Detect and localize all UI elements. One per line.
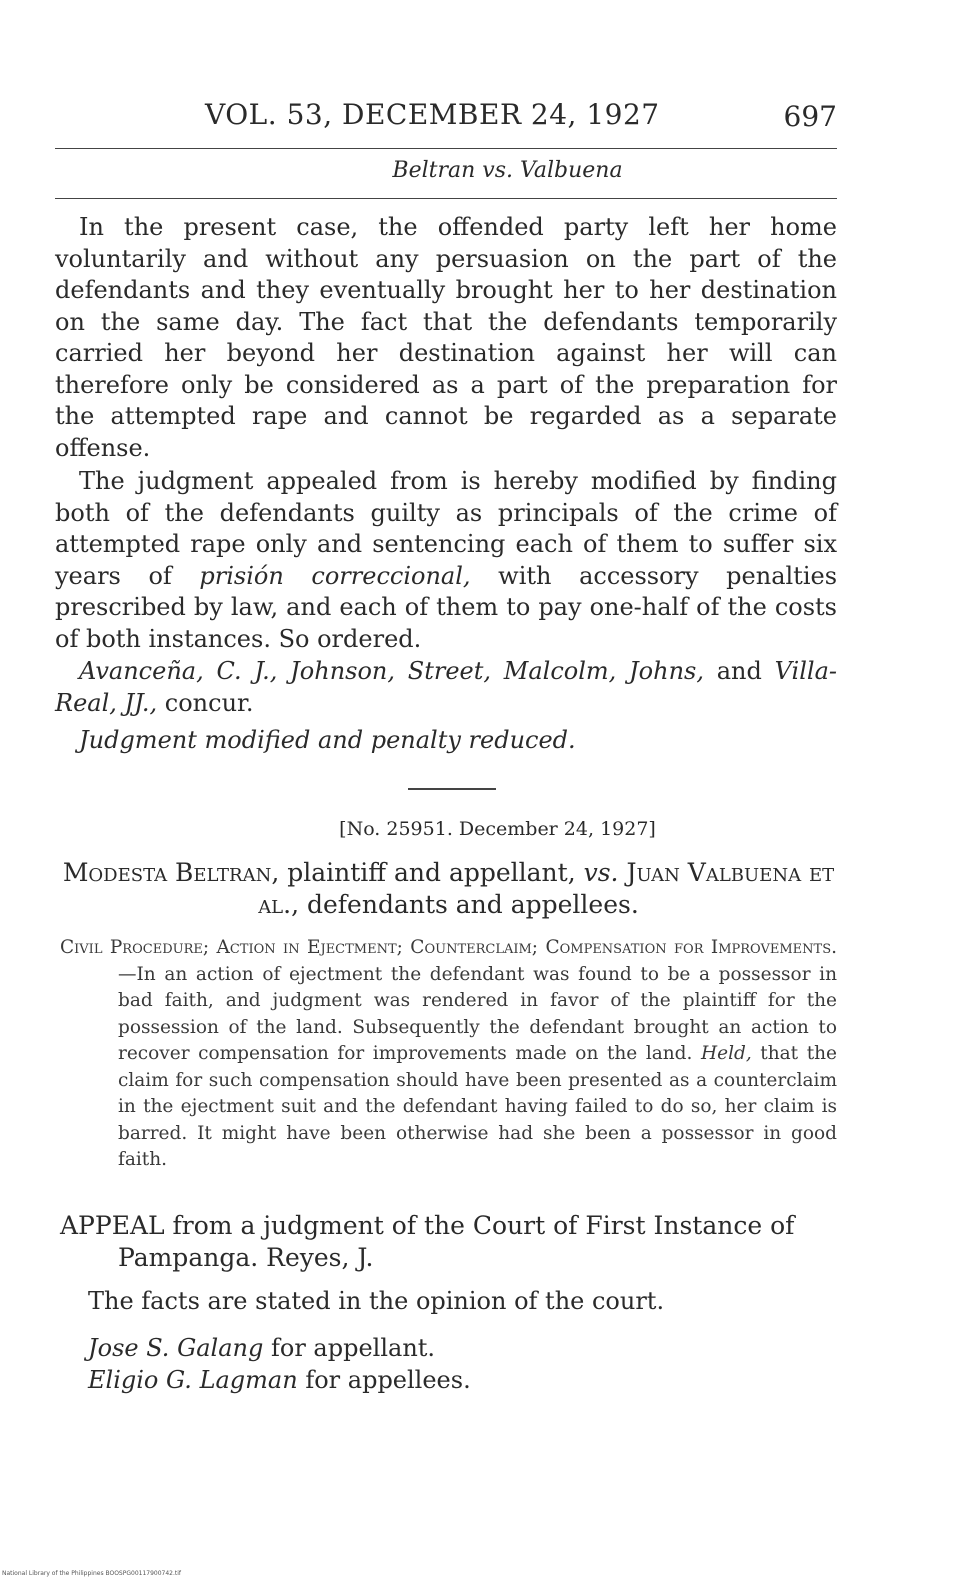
- syllabus-heading: Civil Procedure; Action in Ejectment; Counterclaim; Compensation for Improvements.: [60, 937, 837, 958]
- concurring-justices-2: Villa-Real, JJ.,: [55, 657, 837, 717]
- header-rule-top: [55, 148, 837, 149]
- concur-and: and: [703, 657, 775, 685]
- appeal-statement: APPEAL from a judgment of the Court of First Instance of Pampanga. Reyes, J.: [60, 1211, 795, 1272]
- case-title: Beltran vs. Valbuena: [392, 158, 623, 183]
- header-rule-bottom: [55, 198, 837, 199]
- counsel-appellant-name: Jose S. Galang: [88, 1334, 264, 1362]
- page-number: 697: [783, 100, 837, 133]
- concurring-justices: Avanceña, C. J., Johnson, Street, Malcolm, Johns,: [79, 657, 704, 685]
- syllabus-held: Held,: [700, 1043, 752, 1064]
- defendant-role: defendants and appellees.: [299, 890, 639, 919]
- p2-text-a: The judgment appealed from is hereby modified by finding both of the defendants guilty as principals of the crime of attempted rape only and sentencing each of them to suffer six years of: [55, 467, 837, 590]
- counsel-appellant: [88, 1334, 435, 1362]
- syllabus-text-b: that the claim for such compensation should have been presented as a counterclaim in the ejectment suit and the defendant having failed to do so, her claim is barred. It might have been otherwise had she been a possessor in good faith.: [118, 1043, 837, 1170]
- plaintiff-role: plaintiff and appellant,: [279, 858, 584, 887]
- syllabus: [60, 935, 837, 1174]
- counsel-appellees-role: for appellees.: [297, 1366, 471, 1394]
- running-head: [55, 98, 837, 138]
- plaintiff-name: Modesta Beltran,: [62, 858, 280, 887]
- opinion-paragraph-1: In the present case, the offended party left her home voluntarily and without any persuasion on the part of the defendants and they eventually brought her to her destination on the same day. The fact that the defendants temporarily carried her beyond her destination against her will can therefore only be considered as a part of the preparation for the attempted rape and cannot be regarded as a separate offense.: [55, 213, 837, 462]
- section-divider: [408, 788, 496, 790]
- concurrence: [55, 656, 837, 719]
- syllabus-text-a: —In an action of ejectment the defendant was found to be a possessor in bad faith, and judgment was rendered in favor of the plaintiff for the possession of the land. Subsequently the defendant brought an action to recover compensation for improvements made on the land.: [118, 963, 837, 1064]
- facts-statement: The facts are stated in the opinion of the court.: [88, 1287, 665, 1315]
- judgment-result: Judgment modified and penalty reduced.: [79, 726, 576, 754]
- counsel-appellees: [88, 1366, 471, 1394]
- versus: vs.: [583, 858, 619, 887]
- defendant-name: Juan Valbuena et al.,: [258, 858, 835, 919]
- volume-date-heading: VOL. 53, DECEMBER 24, 1927: [205, 98, 660, 131]
- p2-text-b: with accessory penalties prescribed by law, and each of them to pay one-half of the costs of both instances. So ordered.: [55, 561, 838, 653]
- counsel-appellant-role: for appellant.: [263, 1334, 436, 1362]
- opinion-paragraph-2: [55, 466, 837, 655]
- scan-footer: National Library of the Philippines BOOSPG00117900742.tif: [2, 1570, 182, 1577]
- case-parties: [60, 857, 837, 921]
- docket-number: [No. 25951. December 24, 1927]: [339, 818, 656, 840]
- counsel-appellees-name: Eligio G. Lagman: [88, 1366, 298, 1394]
- p2-italic-term: prisión correccional,: [199, 561, 471, 590]
- concur-text: concur.: [157, 688, 254, 717]
